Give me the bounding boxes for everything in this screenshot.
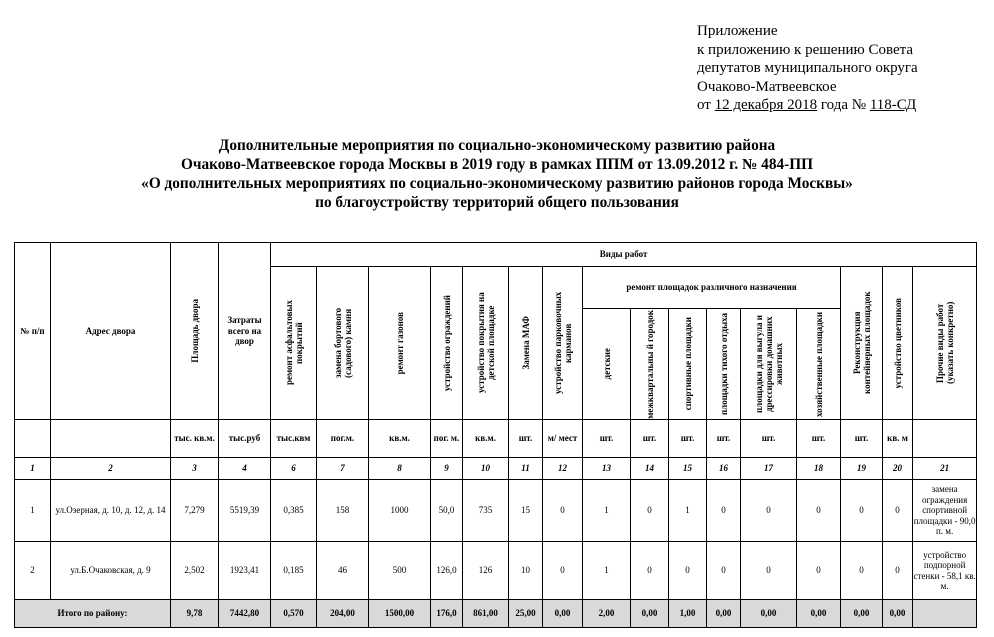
title-line-4: по благоустройству территорий общего пользования — [315, 194, 679, 211]
row-address: ул.Озерная, д. 10, д. 12, д. 14 — [51, 480, 171, 542]
column-number: 1 — [15, 458, 51, 480]
unit-cell: пог.м. — [317, 420, 369, 458]
header-lawn-text: ремонт газонов — [394, 311, 405, 375]
document-title — [0, 136, 994, 212]
header-fence-text: устройство ограждений — [441, 294, 452, 392]
header-quiet-text: площадки тихого отдыха — [718, 312, 729, 416]
row-value: 0 — [631, 480, 669, 542]
header-dogs — [741, 309, 797, 420]
unit-cell: шт. — [841, 420, 883, 458]
unit-cell: шт. — [741, 420, 797, 458]
header-area — [171, 243, 219, 420]
year-word: года № — [817, 97, 870, 113]
row-value: 0 — [543, 480, 583, 542]
row-value: 15 — [509, 480, 543, 542]
unit-cell: тыс.квм — [271, 420, 317, 458]
column-number: 2 — [51, 458, 171, 480]
row-value: 126 — [463, 542, 509, 600]
row-value: 158 — [317, 480, 369, 542]
unit-cell: тыс.руб — [219, 420, 271, 458]
column-number: 16 — [707, 458, 741, 480]
header-household-text: хозяйственные площадки — [813, 311, 824, 417]
total-value: 204,00 — [317, 600, 369, 628]
row-value: 7,279 — [171, 480, 219, 542]
measures-table — [14, 242, 977, 628]
total-value: 1500,00 — [369, 600, 431, 628]
header-other — [913, 267, 977, 420]
header-sites-repair: ремонт площадок различного назначения — [583, 267, 841, 309]
total-value: 176,0 — [431, 600, 463, 628]
header-intrablock-text: межквартальны й городок — [644, 309, 655, 419]
total-value: 0,00 — [707, 600, 741, 628]
title-line-2: Очаково-Матвеевское города Москвы в 2019 году в рамках ППМ от 13.09.2012 г. № 484-ПП — [180, 156, 814, 173]
row-value: 0 — [883, 480, 913, 542]
header-dogs-text: площадки для выгула и дрессировки домашних животных — [753, 315, 784, 413]
total-value: 9,78 — [171, 600, 219, 628]
unit-cell: м/ мест — [543, 420, 583, 458]
header-kids — [583, 309, 631, 420]
total-label: Итого по району: — [15, 600, 171, 628]
total-value: 7442,80 — [219, 600, 271, 628]
unit-cell: шт. — [797, 420, 841, 458]
decision-number: 118-СД — [869, 97, 917, 113]
unit-cell: шт. — [631, 420, 669, 458]
column-number: 4 — [219, 458, 271, 480]
header-containers-text: Реконструкция контейнерных площадок — [851, 291, 872, 395]
row-value: 126,0 — [431, 542, 463, 600]
total-value: 0,00 — [841, 600, 883, 628]
row-value: 0 — [741, 542, 797, 600]
header-maf — [509, 267, 543, 420]
column-number: 21 — [913, 458, 977, 480]
header-curb — [317, 267, 369, 420]
row-value: 0 — [631, 542, 669, 600]
unit-cell: шт. — [583, 420, 631, 458]
row-value: 1923,41 — [219, 542, 271, 600]
row-value: 0 — [707, 480, 741, 542]
header-flowerbeds — [883, 267, 913, 420]
total-value: 25,00 — [509, 600, 543, 628]
total-value: 0,570 — [271, 600, 317, 628]
table-row — [15, 480, 977, 542]
header-num: № п/п — [15, 243, 51, 420]
row-value: 0 — [797, 480, 841, 542]
total-value: 0,00 — [741, 600, 797, 628]
column-number: 6 — [271, 458, 317, 480]
header-parking — [543, 267, 583, 420]
column-number: 14 — [631, 458, 669, 480]
row-value: 5519,39 — [219, 480, 271, 542]
header-intrablock — [631, 309, 669, 420]
column-number: 17 — [741, 458, 797, 480]
header-maf-text: Замена МАФ — [520, 316, 531, 370]
header-curb-text: замена бортового (садового) камня — [332, 307, 353, 379]
header-playground-cover-text: устройство покрытия на детской площадке — [475, 292, 496, 394]
header-area-text: Площадь двора — [189, 299, 200, 363]
header-playground-cover — [463, 267, 509, 420]
appendix-block — [697, 22, 987, 115]
row-value: 0,385 — [271, 480, 317, 542]
row-value: 1 — [583, 480, 631, 542]
unit-cell: шт. — [669, 420, 707, 458]
row-value: 2,502 — [171, 542, 219, 600]
row-value: 0 — [707, 542, 741, 600]
row-value: 0 — [841, 542, 883, 600]
row-value: 50,0 — [431, 480, 463, 542]
header-flowerbeds-text: устройство цветников — [892, 297, 903, 389]
column-number: 3 — [171, 458, 219, 480]
unit-cell: шт. — [707, 420, 741, 458]
unit-cell: тыс. кв.м. — [171, 420, 219, 458]
row-value: 0 — [669, 542, 707, 600]
header-lawn — [369, 267, 431, 420]
header-asphalt-text: ремонт асфальтовых покрытий — [283, 300, 304, 386]
unit-cell: кв.м. — [463, 420, 509, 458]
units-spacer — [913, 420, 977, 458]
total-other-empty — [913, 600, 977, 628]
row-num: 1 — [15, 480, 51, 542]
column-number: 11 — [509, 458, 543, 480]
row-value: 735 — [463, 480, 509, 542]
unit-cell: пог. м. — [431, 420, 463, 458]
table-row — [15, 542, 977, 600]
row-value: 1 — [583, 542, 631, 600]
header-sport-text: спортивные площадки — [682, 317, 693, 411]
row-other-works: замена ограждения спортивной площадки - 90,0 п. м. — [913, 480, 977, 542]
row-value: 1 — [669, 480, 707, 542]
row-value: 0 — [883, 542, 913, 600]
units-row — [15, 420, 977, 458]
column-numbers-row — [15, 458, 977, 480]
column-number: 12 — [543, 458, 583, 480]
column-number: 15 — [669, 458, 707, 480]
total-row — [15, 600, 977, 628]
column-number: 20 — [883, 458, 913, 480]
unit-cell: кв. м — [883, 420, 913, 458]
header-work-types: Виды работ — [271, 243, 977, 267]
appendix-date-line — [697, 96, 987, 115]
header-quiet — [707, 309, 741, 420]
row-value: 0 — [741, 480, 797, 542]
row-other-works: устройство подпорной стенки - 58,1 кв. м. — [913, 542, 977, 600]
appendix-line-1: Приложение — [697, 23, 778, 39]
header-asphalt — [271, 267, 317, 420]
column-number: 9 — [431, 458, 463, 480]
unit-cell: кв.м. — [369, 420, 431, 458]
column-number: 18 — [797, 458, 841, 480]
header-household — [797, 309, 841, 420]
appendix-line-4: Очаково-Матвеевское — [697, 78, 837, 95]
row-value: 0 — [797, 542, 841, 600]
total-value: 1,00 — [669, 600, 707, 628]
header-sport — [669, 309, 707, 420]
units-spacer — [15, 420, 51, 458]
column-number: 10 — [463, 458, 509, 480]
row-value: 10 — [509, 542, 543, 600]
row-value: 0 — [841, 480, 883, 542]
column-number: 7 — [317, 458, 369, 480]
row-value: 0,185 — [271, 542, 317, 600]
column-number: 8 — [369, 458, 431, 480]
header-other-text: Прочие виды работ (указать конкретно) — [934, 301, 955, 385]
units-spacer — [51, 420, 171, 458]
row-num: 2 — [15, 542, 51, 600]
column-number: 13 — [583, 458, 631, 480]
total-value: 0,00 — [883, 600, 913, 628]
header-parking-text: устройство парковочных карманов — [552, 291, 573, 395]
header-containers — [841, 267, 883, 420]
header-kids-text: детские — [601, 348, 612, 380]
column-number: 19 — [841, 458, 883, 480]
appendix-line-2: к приложению к решению Совета — [697, 41, 914, 58]
title-line-3: «О дополнительных мероприятиях по социально-экономическому развитию районов города Москвы» — [141, 175, 853, 192]
unit-cell: шт. — [509, 420, 543, 458]
total-value: 0,00 — [543, 600, 583, 628]
header-fence — [431, 267, 463, 420]
row-value: 46 — [317, 542, 369, 600]
total-value: 0,00 — [631, 600, 669, 628]
row-value: 0 — [543, 542, 583, 600]
row-address: ул.Б.Очаковская, д. 9 — [51, 542, 171, 600]
row-value: 500 — [369, 542, 431, 600]
appendix-line-3: депутатов муниципального округа — [697, 60, 918, 76]
header-cost: Затраты всего на двор — [219, 243, 271, 420]
total-value: 2,00 — [583, 600, 631, 628]
total-value: 0,00 — [797, 600, 841, 628]
row-value: 1000 — [369, 480, 431, 542]
title-line-1: Дополнительные мероприятия по социально-экономическому развитию района — [218, 137, 776, 154]
decision-date: 12 декабря 2018 — [714, 97, 818, 113]
total-value: 861,00 — [463, 600, 509, 628]
date-prefix: от — [697, 97, 715, 113]
header-address: Адрес двора — [51, 243, 171, 420]
